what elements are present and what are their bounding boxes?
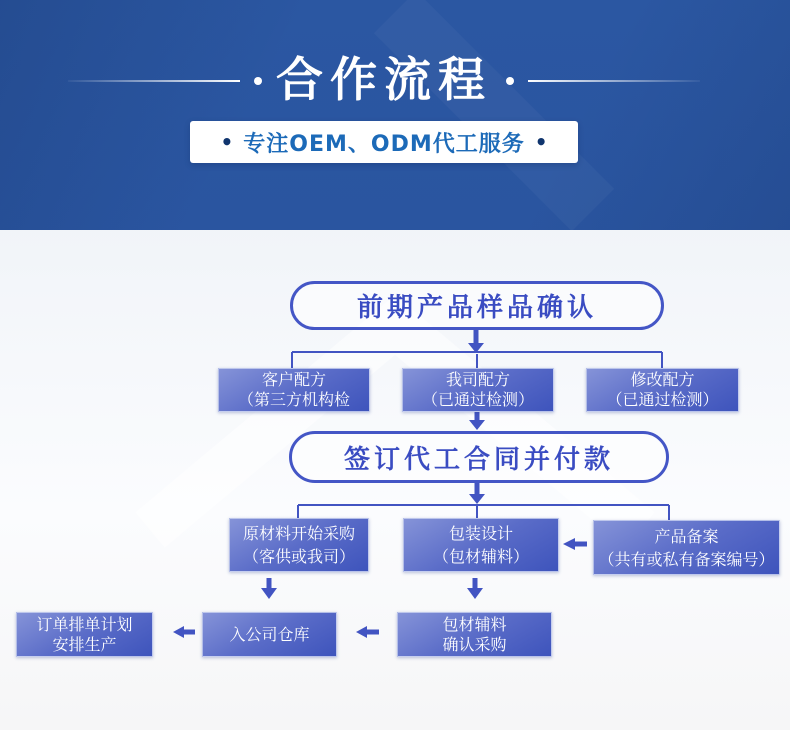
node-label-line2: （共有或私有备案编号） [598,549,775,569]
node-our-formula [402,368,554,412]
subtitle-banner [190,121,578,163]
node-label-line2: （已通过检测） [606,390,719,409]
node-label-line2: （包材辅料） [432,547,529,566]
arrow-warehouse-to-scheduling [173,626,195,638]
subtitle-bullet-right: • [534,130,548,154]
node-label-line2: 安排生产 [52,634,117,654]
arrow-packconfirm-to-warehouse [356,626,379,638]
title-decoration-line-left [68,80,240,82]
arrow-raw-material-down [261,578,277,599]
node-label-line2: （客供或我司） [242,547,355,566]
node-label-line1: 包装设计 [448,524,513,543]
node-label-line2: 确认采购 [442,634,507,654]
node-warehouse-entry [202,612,337,657]
arrow-step1-to-branch1 [468,328,484,353]
node-label-line1: 订单排单计划 [36,614,133,634]
header-banner [0,0,790,230]
background-chevron-watermark [150,325,640,530]
node-label-line1: 包材辅料 [442,614,507,634]
node-packaging-design [403,518,559,572]
node-label-line2: （第三方机构检 [237,390,350,409]
subtitle-text: 专注OEM、ODM代工服务 [243,131,525,157]
node-label-line1: 入公司仓库 [229,624,310,644]
subtitle-bullet-left: • [220,130,234,154]
node-modified-formula [586,368,739,412]
title-dot-right [506,77,514,85]
arrow-filing-to-packaging [563,538,587,550]
node-contract-signing: 签订代工合同并付款 [289,431,669,483]
flowchart [0,230,790,730]
title-decoration-line-right [528,80,700,82]
title-row [0,52,768,110]
title-dot-left [254,77,262,85]
node-label-line1: 原材料开始采购 [242,524,355,543]
node-sample-confirmation: 前期产品样品确认 [290,281,664,330]
node-product-filing [593,520,780,575]
node-production-scheduling [16,612,153,657]
node-label-line1: 修改配方 [630,370,695,389]
page-title: 合作流程 [276,53,492,108]
node-label-line1: 我司配方 [445,370,510,389]
node-raw-material-procurement [229,518,369,572]
node-customer-formula [218,368,370,412]
arrow-packaging-down [467,578,483,599]
node-label-line1: 客户配方 [261,370,326,389]
node-packaging-confirm-purchase [397,612,552,657]
node-label-line2: （已通过检测） [421,390,534,409]
arrow-step2-to-branch2 [469,481,485,504]
node-label-line1: 产品备案 [654,526,719,546]
